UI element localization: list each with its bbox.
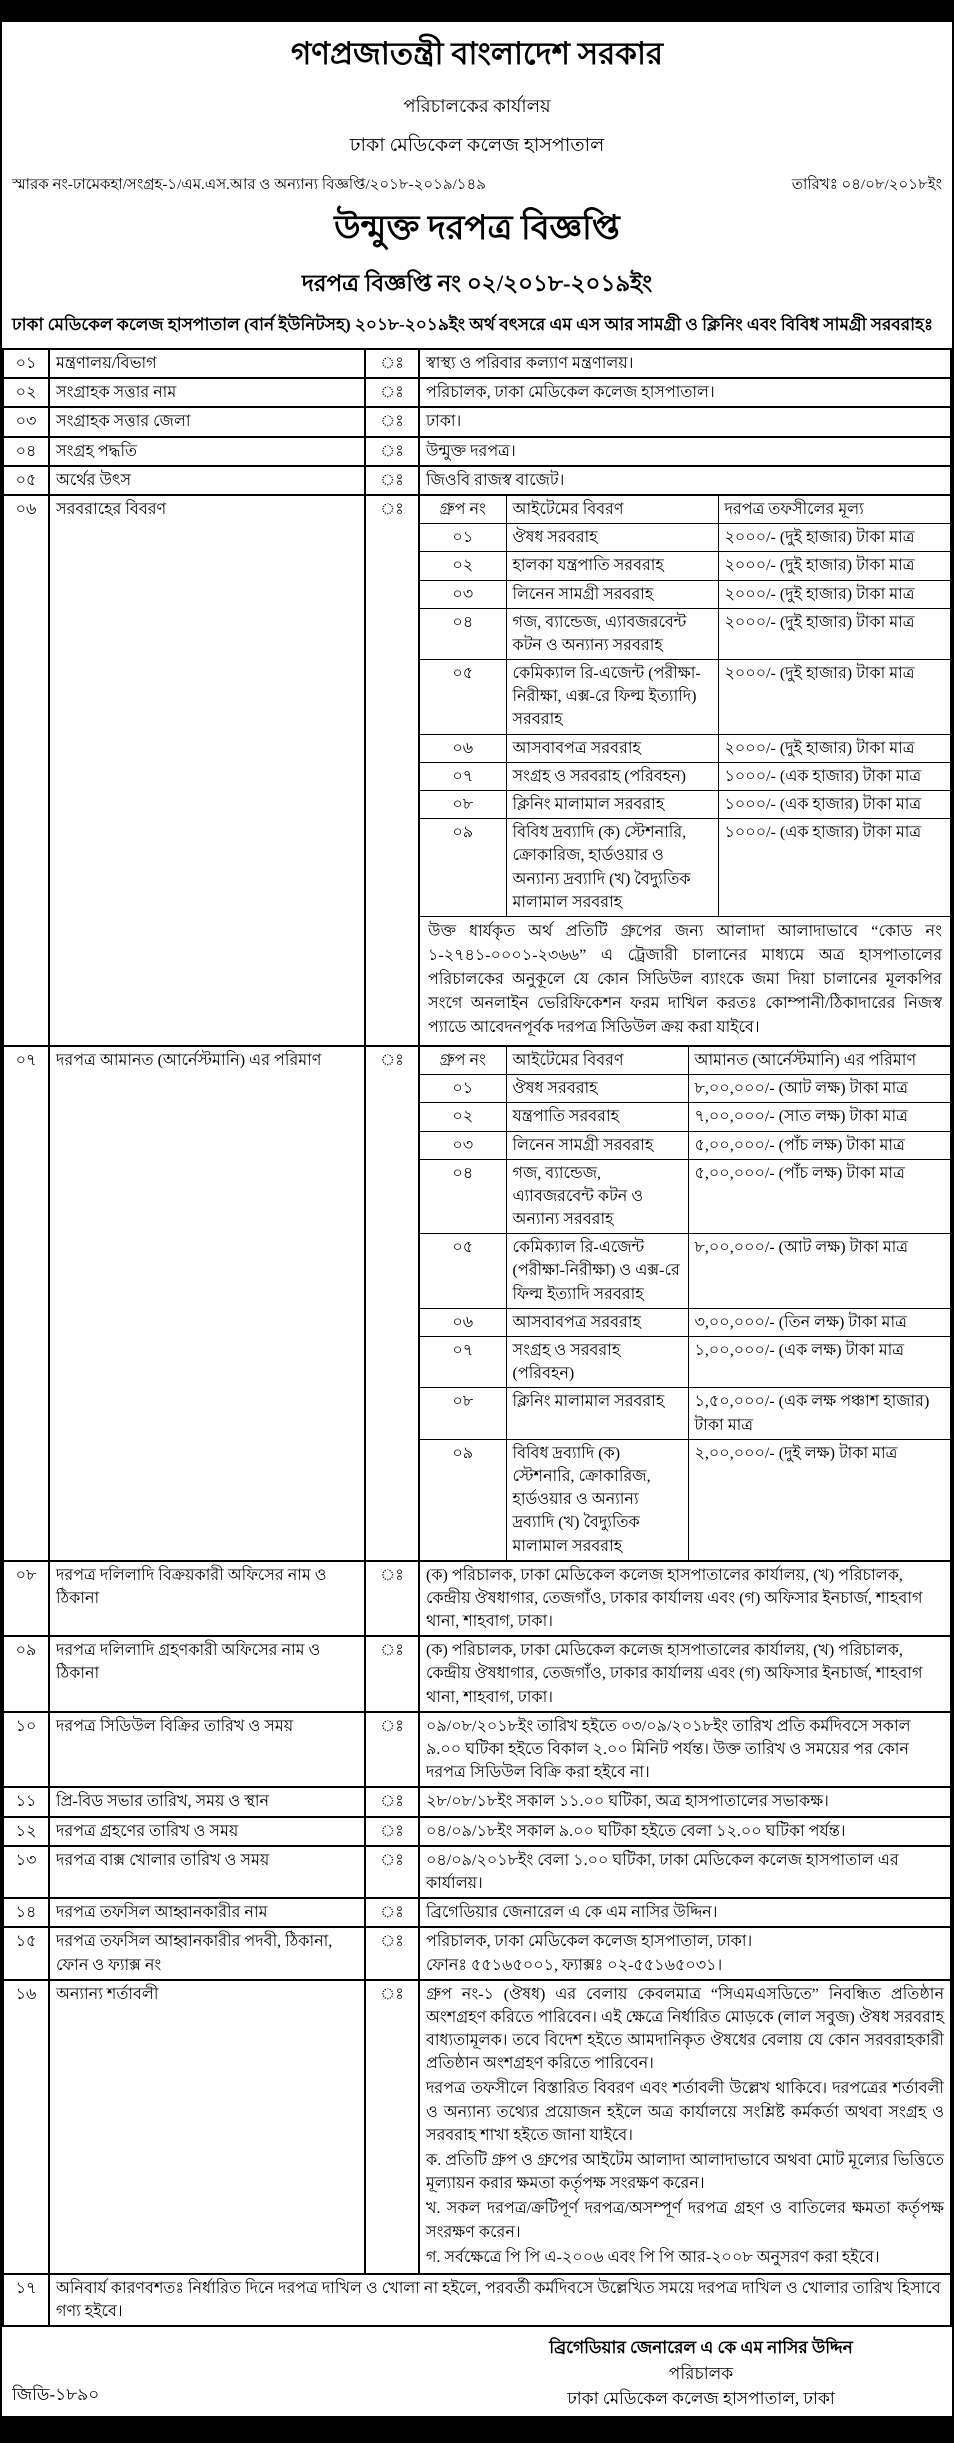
row-value: উন্মুক্ত দরপত্র। (419, 437, 951, 466)
schedule-price: ২০০০/- (দুই হাজার) টাকা মাত্র (718, 608, 950, 659)
group-no: ০২ (420, 552, 506, 580)
table-row (3, 1898, 951, 1927)
group-no: ০৬ (420, 1308, 506, 1336)
col-header-group: গ্রুপ নং (420, 496, 506, 524)
earnest-table-cell (419, 1046, 951, 1561)
earnest-amount: ৫,০০,০০০/- (পাঁচ লক্ষ) টাকা মাত্র (688, 1131, 950, 1159)
colon-cell: ঃ (365, 407, 419, 436)
item-desc: যন্ত্রপাতি সরবরাহ (506, 1103, 688, 1131)
earnest-header-row (420, 1047, 950, 1075)
group-no: ০২ (420, 1103, 506, 1131)
earnest-row (420, 1075, 950, 1103)
notice-number: দরপত্র বিজ্ঞপ্তি নং ০২/২০১৮-২০১৯ইং (301, 271, 653, 296)
table-row-earnest-money (3, 1046, 951, 1561)
schedule-price: ১০০০/- (এক হাজার) টাকা মাত্র (718, 791, 950, 819)
item-desc: বিবিধ দ্রব্যাদি (ক) স্টেশনারি, ক্রোকারিজ, হার্ডওয়ার ও অন্যান্য দ্রব্যাদি (খ) বৈদ্যুতিক মালামাল সরবরাহ (506, 1439, 688, 1559)
group-no: ০৫ (420, 660, 506, 735)
earnest-amount: ২,০০,০০০/- (দুই লক্ষ) টাকা মাত্র (688, 1439, 950, 1559)
table-row (3, 1846, 951, 1898)
notice-subject: ঢাকা মেডিকেল কলেজ হাসপাতাল (বার্ন ইউনিটসহ) ২০১৮-২০১৯ইং অর্থ বৎসরে এম এস আর সামগ্রী ও ক্লিনিং এবং বিবিধ সামগ্রী সরবরাহঃ (12, 315, 934, 334)
group-no: ০৫ (420, 1234, 506, 1309)
row-serial: ১১ (3, 1787, 49, 1816)
item-desc: ক্লিনিং মালামাল সরবরাহ (506, 1388, 688, 1439)
earnest-amount: ৮,০০,০০০/- (আট লক্ষ) টাকা মাত্র (688, 1234, 950, 1309)
table-row (3, 1817, 951, 1846)
memo-row (12, 173, 942, 198)
item-desc: গজ, ব্যান্ডেজ, এ্যাবজরবেন্ট কটন ও অন্যান্য সরবরাহ (506, 1159, 688, 1234)
row-value: ঢাকা। (419, 407, 951, 436)
earnest-amount: ৭,০০,০০০/- (সাত লক্ষ) টাকা মাত্র (688, 1103, 950, 1131)
row-label: সংগ্রাহক সত্তার জেলা (49, 407, 365, 436)
item-desc: সংগ্রহ ও সরবরাহ (পরিবহন) (506, 762, 718, 790)
colon-cell: ঃ (365, 378, 419, 407)
schedule-price: ২০০০/- (দুই হাজার) টাকা মাত্র (718, 580, 950, 608)
schedule-price: ২০০০/- (দুই হাজার) টাকা মাত্র (718, 524, 950, 552)
group-no: ০৪ (420, 608, 506, 659)
row-serial: ০২ (3, 378, 49, 407)
row-serial: ০১ (3, 349, 49, 378)
schedule-price: ২০০০/- (দুই হাজার) টাকা মাত্র (718, 552, 950, 580)
condition-paragraph: খ. সকল দরপত্র/ক্রটিপূর্ণ দরপত্র/অসম্পূর্ণ দরপত্র গ্রহণ ও বাতিলের ক্ষমতা কর্তৃপক্ষ সংরক্ষণ করেন। (426, 2200, 944, 2241)
earnest-money-table (420, 1047, 950, 1560)
group-no: ০৩ (420, 580, 506, 608)
row-label: সরবরাহের বিবরণ (49, 495, 365, 1046)
colon-cell: ঃ (365, 437, 419, 466)
row-label: প্রি-বিড সভার তারিখ, সময় ও স্থান (49, 1787, 365, 1816)
table-row (3, 407, 951, 436)
earnest-amount: ৮,০০,০০০/- (আট লক্ষ) টাকা মাত্র (688, 1075, 950, 1103)
item-desc: কেমিক্যাল রি-এজেন্ট (পরীক্ষা-নিরীক্ষা, এক্স-রে ফিল্ম ইত্যাদি) সরবরাহ (506, 660, 718, 735)
col-header-price: দরপত্র তফসীলের মূল্য (718, 496, 950, 524)
row-serial: ১৪ (3, 1898, 49, 1927)
notice-table (2, 348, 952, 2327)
table-row (3, 1636, 951, 1712)
item-desc: ক্লিনিং মালামাল সরবরাহ (506, 791, 718, 819)
colon-cell: ঃ (365, 1980, 419, 2274)
earnest-row (420, 1439, 950, 1559)
colon-cell: ঃ (365, 1898, 419, 1927)
row-serial: ০৩ (3, 407, 49, 436)
conditions-cell (419, 1980, 951, 2274)
postponement-text: অনিবার্য কারণবশতঃ নির্ধারিত দিনে দরপত্র দাখিল ও খোলা না হইলে, পরবর্তী কর্মদিবসে উল্লেখিত সময়ে দরপত্র দাখিল ও খোলার তারিখ হিসাবে গণ্য হইবে। (49, 2274, 951, 2326)
schedule-row (420, 819, 950, 917)
government-title: গণপ্রজাতন্ত্রী বাংলাদেশ সরকার (290, 36, 664, 71)
colon-cell: ঃ (365, 466, 419, 495)
col-header-group: গ্রুপ নং (420, 1047, 506, 1075)
group-no: ০৮ (420, 1388, 506, 1439)
item-desc: সংগ্রহ ও সরবরাহ (পরিবহন) (506, 1337, 688, 1388)
group-no: ০৯ (420, 1439, 506, 1559)
table-row (3, 1927, 951, 1979)
row-value: পরিচালক, ঢাকা মেডিকেল কলেজ হাসপাতাল। (419, 378, 951, 407)
group-no: ০১ (420, 524, 506, 552)
schedule-header-row (420, 496, 950, 524)
row-serial: ১২ (3, 1817, 49, 1846)
row-serial: ০৮ (3, 1561, 49, 1637)
row-label: সংগ্রহ পদ্ধতি (49, 437, 365, 466)
colon-cell: ঃ (365, 1817, 419, 1846)
table-row (3, 349, 951, 378)
earnest-amount: ৩,০০,০০০/- (তিন লক্ষ) টাকা মাত্র (688, 1308, 950, 1336)
earnest-amount: ১,৫০,০০০/- (এক লক্ষ পঞ্চাশ হাজার) টাকা মাত্র (688, 1388, 950, 1439)
table-row (3, 466, 951, 495)
table-row (3, 378, 951, 407)
schedule-price: ১০০০/- (এক হাজার) টাকা মাত্র (718, 762, 950, 790)
schedule-price: ২০০০/- (দুই হাজার) টাকা মাত্র (718, 734, 950, 762)
table-row-other-conditions (3, 1980, 951, 2274)
earnest-row (420, 1337, 950, 1388)
signatory-name: ব্রিগেডিয়ার জেনারেল এ কে এম নাসির উদ্দিন (549, 2338, 853, 2358)
row-label: দরপত্র গ্রহণের তারিখ ও সময় (49, 1817, 365, 1846)
row-label: দরপত্র দলিলাদি বিক্রয়কারী অফিসের নাম ও ঠিকানা (49, 1561, 365, 1637)
row-label: অর্থের উৎস (49, 466, 365, 495)
schedule-row (420, 580, 950, 608)
row-serial: ০৫ (3, 466, 49, 495)
top-black-bar (0, 0, 954, 18)
row-value (419, 1927, 951, 1979)
row-label: দরপত্র তফসিল আহ্বানকারীর নাম (49, 1898, 365, 1927)
col-header-item: আইটেমের বিবরণ (506, 1047, 688, 1075)
row-serial: ১৭ (3, 2274, 49, 2326)
row-value: স্বাস্থ্য ও পরিবার কল্যাণ মন্ত্রণালয়। (419, 349, 951, 378)
schedule-row (420, 762, 950, 790)
earnest-row (420, 1103, 950, 1131)
row-value: ব্রিগেডিয়ার জেনারেল এ কে এম নাসির উদ্দিন। (419, 1898, 951, 1927)
item-desc: বিবিধ দ্রব্যাদি (ক) স্টেশনারি, ক্রোকারিজ, হার্ডওয়ার ও অন্যান্য দ্রব্যাদি (খ) বৈদ্যুতিক মালামাল সরবরাহ (506, 819, 718, 917)
colon-cell: ঃ (365, 495, 419, 1046)
row-serial: ১০ (3, 1712, 49, 1788)
row-serial: ১৩ (3, 1846, 49, 1898)
contact-address-line: পরিচালক, ঢাকা মেডিকেল কলেজ হাসপাতাল, ঢাকা। (426, 1933, 753, 1951)
condition-paragraph: গ. সর্বক্ষেত্রে পি পি এ-২০০৬ এবং পি পি আর-২০০৮ অনুসরণ করা হইবে। (426, 2248, 880, 2266)
colon-cell: ঃ (365, 1636, 419, 1712)
col-header-amount: আমানত (আর্নেস্টমানি) এর পরিমাণ (688, 1047, 950, 1075)
row-value: জিওবি রাজস্ব বাজেট। (419, 466, 951, 495)
colon-cell: ঃ (365, 1712, 419, 1788)
schedule-row (420, 660, 950, 735)
group-no: ০৬ (420, 734, 506, 762)
schedule-row (420, 791, 950, 819)
group-no: ০৯ (420, 819, 506, 917)
row-serial: ১৫ (3, 1927, 49, 1979)
row-value: (ক) পরিচালক, ঢাকা মেডিকেল কলেজ হাসপাতালের কার্যালয়, (খ) পরিচালক, কেন্দ্রীয় ঔষধাগার, তেজগাঁও, ঢাকার কার্যালয় এবং (গ) অফিসার ইনচার্জ, শাহবাগ থানা, শাহবাগ, ঢাকা। (419, 1636, 951, 1712)
row-label: দরপত্র তফসিল আহ্বানকারীর পদবী, ঠিকানা, ফোন ও ফ্যাক্স নং (49, 1927, 365, 1979)
item-desc: গজ, ব্যান্ডেজ, এ্যাবজরবেন্ট কটন ও অন্যান্য সরবরাহ (506, 608, 718, 659)
group-no: ০১ (420, 1075, 506, 1103)
row-value: (ক) পরিচালক, ঢাকা মেডিকেল কলেজ হাসপাতালের কার্যালয়, (খ) পরিচালক, কেন্দ্রীয় ঔষধাগার, তেজগাঁও, ঢাকার কার্যালয় এবং (গ) অফিসার ইনচার্জ, শাহবাগ থানা, শাহবাগ, ঢাকা। (419, 1561, 951, 1637)
earnest-row (420, 1234, 950, 1309)
earnest-amount: ৫,০০,০০০/- (পাঁচ লক্ষ) টাকা মাত্র (688, 1159, 950, 1234)
row-serial: ০৪ (3, 437, 49, 466)
row-serial: ০৬ (3, 495, 49, 1046)
schedule-row (420, 734, 950, 762)
table-row (3, 1712, 951, 1788)
row-serial: ১৬ (3, 1980, 49, 2274)
row-label: দরপত্র দলিলাদি গ্রহণকারী অফিসের নাম ও ঠিকানা (49, 1636, 365, 1712)
colon-cell: ঃ (365, 1927, 419, 1979)
treasury-challan-note: উক্ত ধার্যকৃত অর্থ প্রতিটি গ্রুপের জন্য আলাদা আলাদাভাবে “কোড নং ১-২৭৪১-০০০১-২৩৬৬” এ ট্রেজারী চালানের মাধ্যমে অত্র হাসপাতালের পরিচালকের অনুকূলে যে কোন সিডিউল ব্যাংকে জমা দিয়া চালানের মূলকপির সংগে অনলাইন ভেরিফিকেশন ফরম দাখিল করতঃ কোম্পানী/ঠিকাদারের নিজস্ব প্যাডে আবেদনপূর্বক দরপত্র সিডিউল ক্রয় করা যাইবে। (428, 922, 942, 1036)
schedule-row (420, 552, 950, 580)
row-serial: ০৭ (3, 1046, 49, 1561)
earnest-row (420, 1159, 950, 1234)
gd-number: জিডি-১৮৯০ (12, 2384, 100, 2404)
table-row-postponement-clause (3, 2274, 951, 2326)
notice-date: তারিখঃ ০৪/০৮/২০১৮ইং (791, 177, 942, 193)
document-header (2, 22, 952, 344)
office-line: পরিচালকের কার্যালয় (403, 96, 551, 116)
table-row-supply-details (3, 495, 951, 1046)
row-label: মন্ত্রণালয়/বিভাগ (49, 349, 365, 378)
group-no: ০৭ (420, 762, 506, 790)
item-desc: কেমিক্যাল রি-এজেন্ট (পরীক্ষা-নিরীক্ষা) ও এক্স-রে ফিল্ম ইত্যাদি সরবরাহ (506, 1234, 688, 1309)
memo-number: স্মারক নং-ঢামেকহা/সংগ্রহ-১/এম.এস.আর ও অন্যান্য বিজ্ঞপ্তি/২০১৮-২০১৯/১৪৯ (12, 177, 486, 193)
row-label: দরপত্র সিডিউল বিক্রির তারিখ ও সময় (49, 1712, 365, 1788)
earnest-row (420, 1308, 950, 1336)
signatory-organization: ঢাকা মেডিকেল কলেজ হাসপাতাল, ঢাকা (567, 2389, 835, 2409)
row-serial: ০৯ (3, 1636, 49, 1712)
row-value: ০৪/০৯/১৮ইং সকাল ৯.০০ ঘটিকা হইতে বেলা ১২.০০ ঘটিকা পর্যন্ত। (419, 1817, 951, 1846)
condition-paragraph: ক. প্রতিটি গ্রুপ ও গ্রুপের আইটেম আলাদা আলাদাভাবে অথবা মোট মূল্যের ভিত্তিতে মূল্যায়ন করার ক্ষমতা কর্তৃপক্ষ সংরক্ষণ করেন। (426, 2152, 944, 2193)
colon-cell: ঃ (365, 1846, 419, 1898)
row-value: ০৪/০৯/২০১৮ইং বেলা ১.০০ ঘটিকা, ঢাকা মেডিকেল কলেজ হাসপাতাল এর কার্যালয়। (419, 1846, 951, 1898)
col-header-item: আইটেমের বিবরণ (506, 496, 718, 524)
schedule-table-cell (419, 495, 951, 1046)
schedule-price: ২০০০/- (দুই হাজার) টাকা মাত্র (718, 660, 950, 735)
contact-phone-fax-line: ফোনঃ ৫৫১৬৫০০১, ফ্যাক্সঃ ০২-৫৫১৬৫০৩১। (426, 1956, 723, 1974)
item-desc: লিনেন সামগ্রী সরবরাহ (506, 1131, 688, 1159)
schedule-row (420, 524, 950, 552)
row-value: ০৯/০৮/২০১৮ইং তারিখ হইতে ০৩/০৯/২০১৮ইং তারিখ প্রতি কর্মদিবসে সকাল ৯.০০ ঘটিকা হইতে বিকাল ২.০০ মিনিট পর্যন্ত। উক্ত তারিখ ও সময়ের পর কোন দরপত্র সিডিউল বিক্রি করা হইবে না। (419, 1712, 951, 1788)
schedule-row (420, 608, 950, 659)
colon-cell: ঃ (365, 349, 419, 378)
group-no: ০৩ (420, 1131, 506, 1159)
condition-paragraph: দরপত্র তফসীলে বিস্তারিত বিবরণ এবং শর্তাবলী উল্লেখ থাকিবে। দরপত্রের শর্তাবলী ও অন্যান্য তথ্যের প্রয়োজন হইলে অত্র কার্যালয়ে সংশ্লিষ্ট কর্মকর্তা অথবা সংগ্রহ ও সরবরাহ শাখা হইতে জানা যাইবে। (426, 2080, 944, 2144)
schedule-price-table (420, 496, 950, 917)
signature-block (466, 2335, 936, 2412)
document-footer (2, 2327, 952, 2416)
item-desc: ঔষধ সরবরাহ (506, 1075, 688, 1103)
colon-cell: ঃ (365, 1787, 419, 1816)
row-label: দরপত্র বাক্স খোলার তারিখ ও সময় (49, 1846, 365, 1898)
group-no: ০৪ (420, 1159, 506, 1234)
bottom-black-bar (0, 2416, 954, 2443)
item-desc: হালকা যন্ত্রপাতি সরবরাহ (506, 552, 718, 580)
earnest-row (420, 1131, 950, 1159)
document-page (0, 18, 954, 2416)
colon-cell: ঃ (365, 1561, 419, 1637)
table-row (3, 437, 951, 466)
row-value: ২৮/০৮/১৮ইং সকাল ১১.০০ ঘটিকা, অত্র হাসপাতালের সভাকক্ষ। (419, 1787, 951, 1816)
condition-paragraph: গ্রুপ নং-১ (ঔষধ) এর বেলায় কেবলমাত্র “সিএমএসডিতে” নিবন্ধিত প্রতিষ্ঠান অংশগ্রহণ করিতে পারিবেন। এই ক্ষেত্রে নির্ধারিত মোড়কে (লাল সবুজ) ঔষধ সরবরাহ বাধ্যতামূলক। তবে বিদেশ হইতে আমদানিকৃত ঔষধের বেলায় যে কোন সরবরাহকারী প্রতিষ্ঠান অংশগ্রহণ করিতে পারিবেন। (426, 1985, 944, 2073)
table-row (3, 1561, 951, 1637)
colon-cell: ঃ (365, 1046, 419, 1561)
item-desc: আসবাবপত্র সরবরাহ (506, 1308, 688, 1336)
row-label: অন্যান্য শর্তাবলী (49, 1980, 365, 2274)
organization-line: ঢাকা মেডিকেল কলেজ হাসপাতাল (349, 135, 605, 156)
item-desc: ঔষধ সরবরাহ (506, 524, 718, 552)
item-desc: আসবাবপত্র সরবরাহ (506, 734, 718, 762)
notice-title: উন্মুক্ত দরপত্র বিজ্ঞপ্তি (334, 210, 620, 247)
item-desc: লিনেন সামগ্রী সরবরাহ (506, 580, 718, 608)
earnest-row (420, 1388, 950, 1439)
table-row (3, 1787, 951, 1816)
row-label: দরপত্র আমানত (আর্নেস্টমানি) এর পরিমাণ (49, 1046, 365, 1561)
group-no: ০৮ (420, 791, 506, 819)
signatory-title: পরিচালক (668, 2363, 734, 2383)
row-label: সংগ্রাহক সত্তার নাম (49, 378, 365, 407)
group-no: ০৭ (420, 1337, 506, 1388)
schedule-price: ১০০০/- (এক হাজার) টাকা মাত্র (718, 819, 950, 917)
earnest-amount: ১,০০,০০০/- (এক লক্ষ) টাকা মাত্র (688, 1337, 950, 1388)
